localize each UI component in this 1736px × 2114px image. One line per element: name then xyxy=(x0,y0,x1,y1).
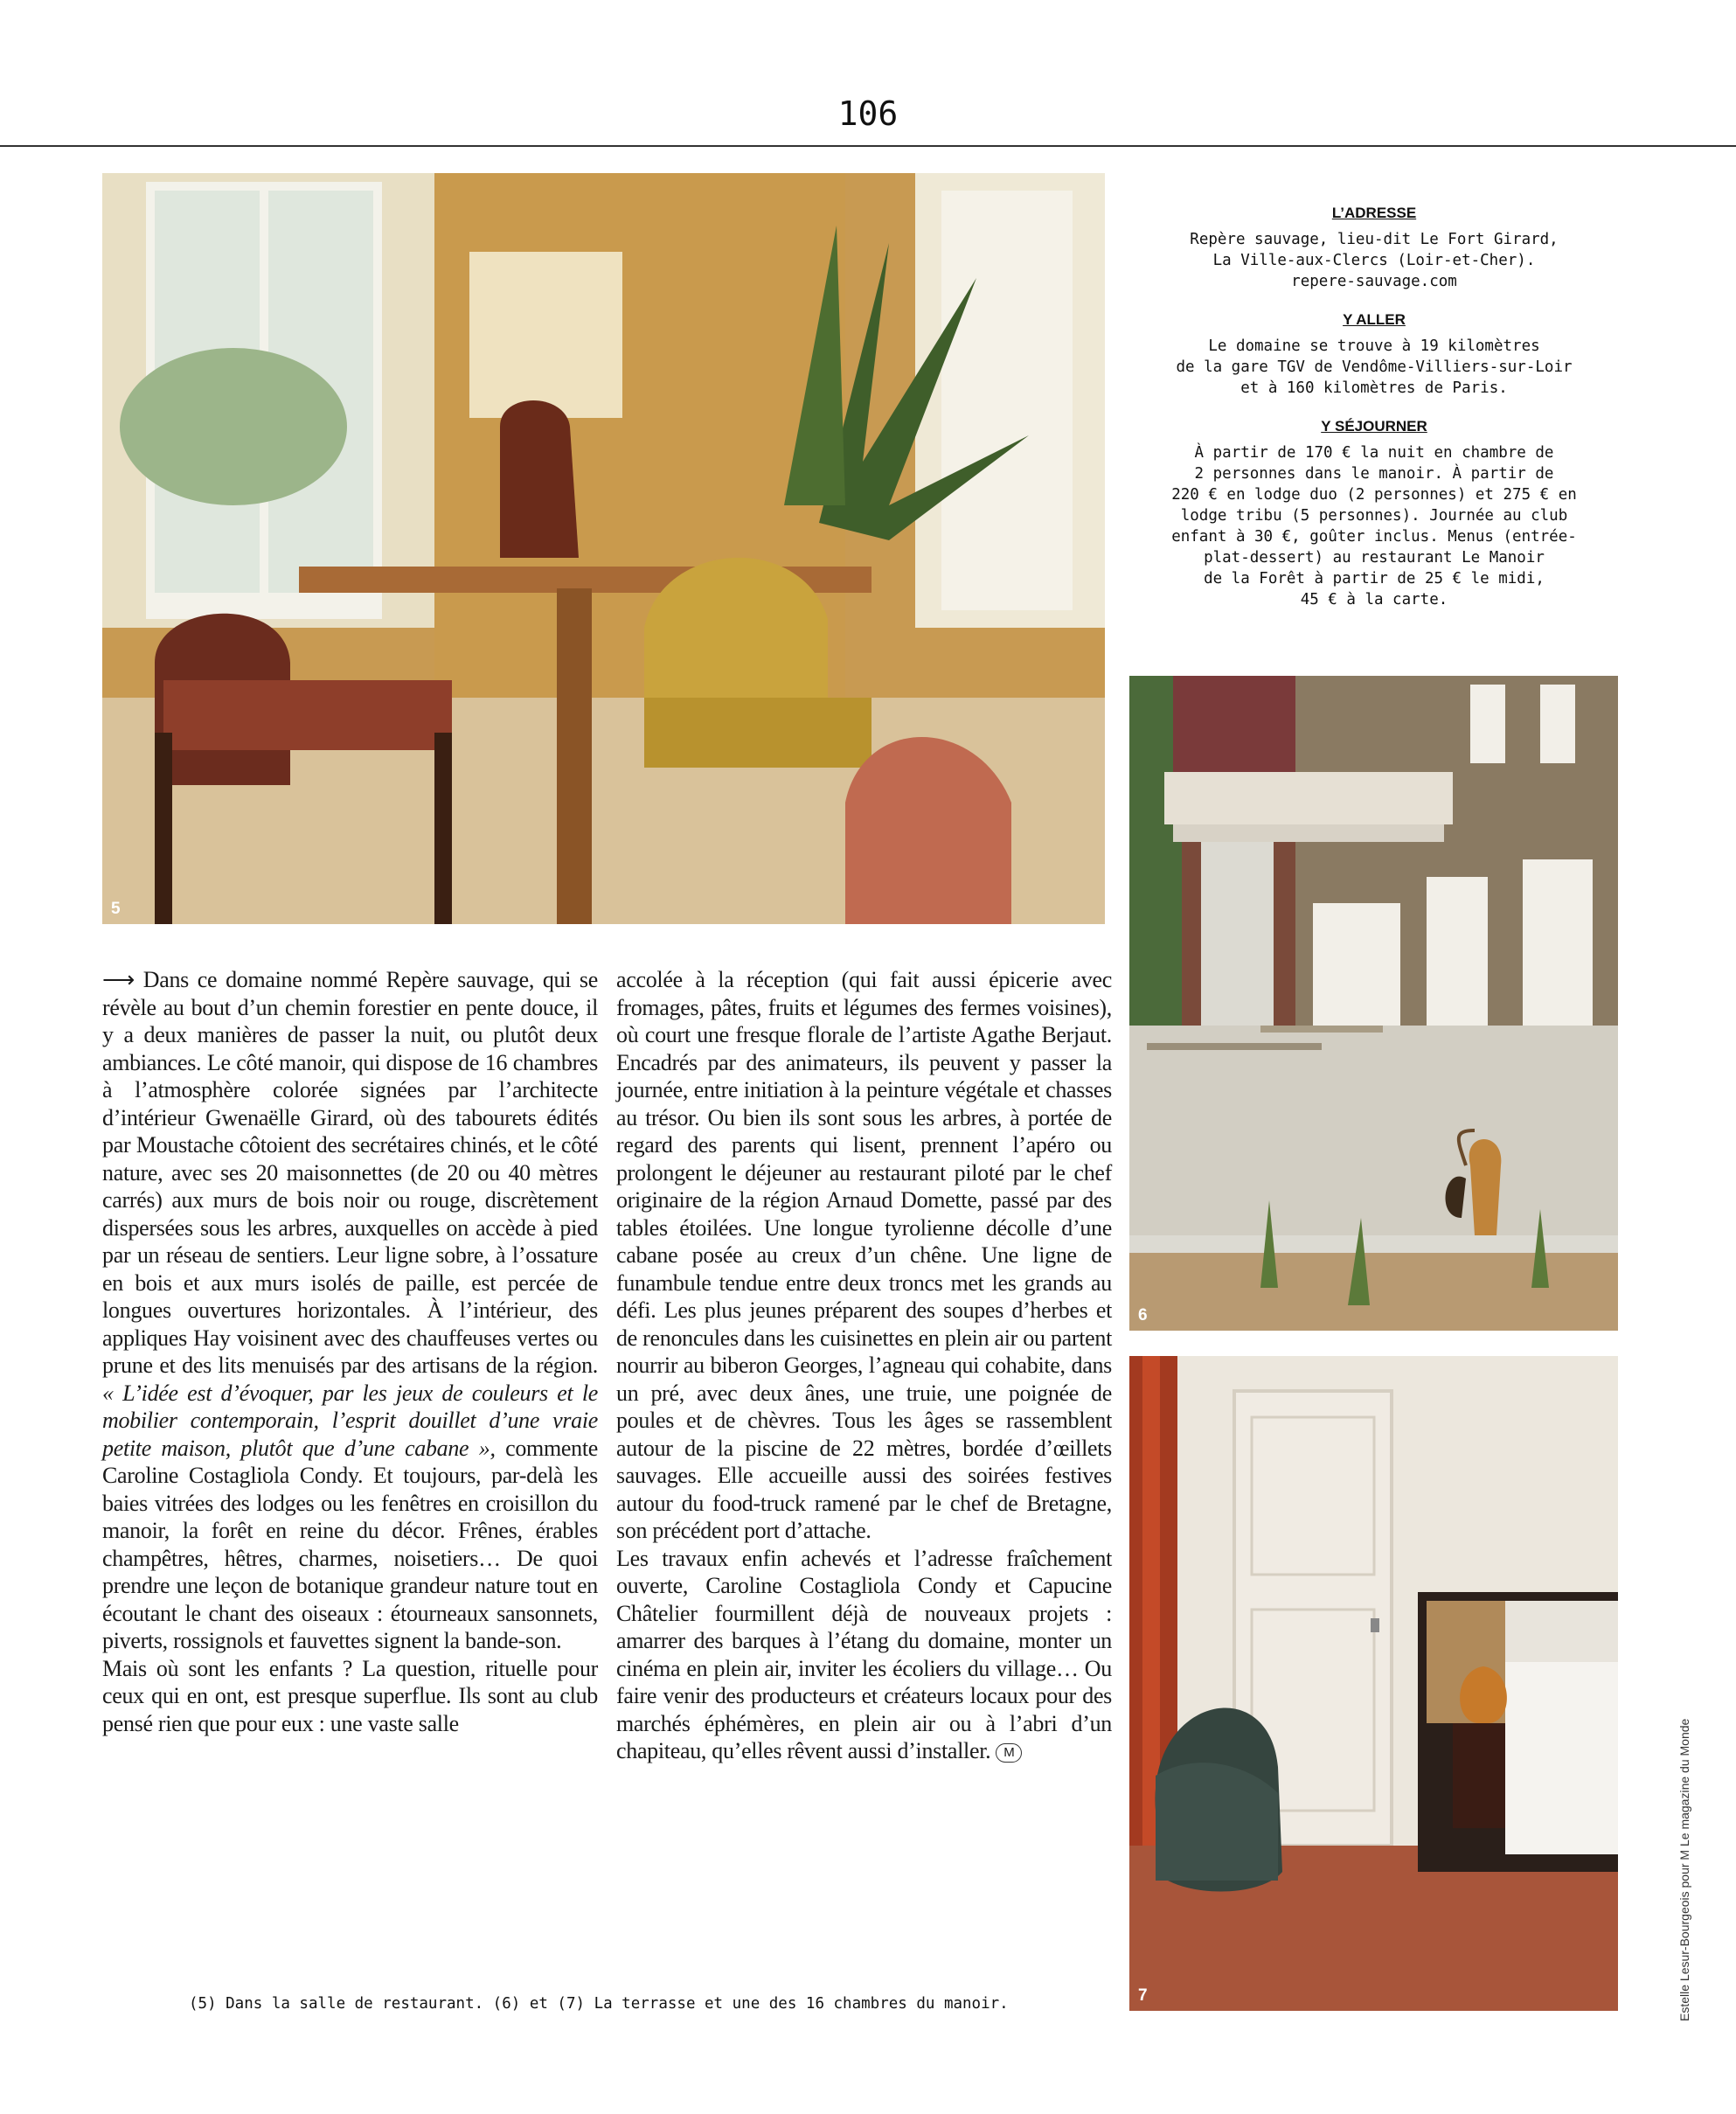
address-heading: L’ADRESSE xyxy=(1331,205,1417,221)
access-heading: Y ALLER xyxy=(1343,311,1406,328)
article-column-1 xyxy=(102,966,598,1737)
photo-number-5: 5 xyxy=(111,900,121,918)
article-paragraph xyxy=(616,1545,1112,1765)
photo-number-6: 6 xyxy=(1138,1306,1148,1325)
photo-bedroom xyxy=(1129,1356,1618,2011)
stay-heading: Y SÉJOURNER xyxy=(1321,418,1427,435)
header-rule xyxy=(0,145,1736,147)
bedroom-illustration xyxy=(1129,1356,1618,2011)
article-paragraph xyxy=(102,966,598,1655)
paragraph-text: ⟶ Dans ce domaine nommé Repère sauvage, qui se révèle au bout d’un chemin forestier en pente douce, il y a deux manières de passer la nuit, ou plutôt deux ambiances. Le côté manoir, qui dispose de 16 chambres à l’atmosphère colorée signées par l’architecte d’intérieur Gwenaëlle Girard, où des tabourets édités par Moustache côtoient des secrétaires chinés, et le côté nature, avec ses 20 maisonnettes (de 20 ou 40 mètres carrés) aux murs de bois noir ou rouge, discrètement dispersées sous les arbres, auxquelles on accède à pied par un réseau de sentiers. Leur ligne sobre, à l’ossature en bois et aux murs isolés de paille, est percée de longues ouvertures horizontales. À l’intérieur, des appliques Hay voisinent avec des chauffeuses vertes ou prune et des lits menuisés par des artisans de la région. xyxy=(102,967,598,1378)
photo-number-7: 7 xyxy=(1138,1986,1148,2005)
paragraph-text: Les travaux enfin achevés et l’adresse fraîchement ouverte, Caroline Costagliola Condy et Capucine Châtelier fourmillent déjà de nouveaux projets : amarrer des barques à l’étang du domaine, monter un cinéma en plein air, inviter les écoliers du village… Ou faire venir des producteurs et créateurs locaux pour des marchés éphémères, en plein air ou à l’abri d’un chapiteau, qu’elles rêvent aussi d’installer. xyxy=(616,1545,1112,1763)
terrace-illustration xyxy=(1129,676,1618,1331)
paragraph-text: commente Caroline Costagliola Condy. Et toujours, par-delà les baies vitrées des lodges ou les fenêtres en croisillon du manoir, la forêt en reine du décor. Frênes, érables champêtres, hêtres, charmes, noisetiers… De quoi prendre une leçon de botanique grandeur nature tout en écoutant le chant des oiseaux : étourneaux sansonnets, piverts, rossignols et fauvettes signent la bande-son. xyxy=(102,1435,598,1653)
practical-info-box xyxy=(1147,203,1601,628)
photo-restaurant-room xyxy=(102,173,1105,924)
photo-credit: Estelle Lesur-Bourgeois pour M Le magazine du Monde xyxy=(1677,1718,1691,2021)
end-mark-icon: M xyxy=(996,1743,1022,1763)
quote: « L’idée est d’évoquer, par les jeux de couleurs et le mobilier contemporain, l’esprit douillet d’une vraie petite maison, plutôt que d’une cabane », xyxy=(102,1380,598,1461)
access-text: Le domaine se trouve à 19 kilomètres de la gare TGV de Vendôme-Villiers-sur-Loir et à 160 kilomètres de Paris. xyxy=(1176,337,1573,397)
article-column-2 xyxy=(616,966,1112,1765)
page-number: 106 xyxy=(837,94,899,133)
photo-terrace xyxy=(1129,676,1618,1331)
photo-caption: (5) Dans la salle de restaurant. (6) et (7) La terrasse et une des 16 chambres du manoir. xyxy=(189,1995,1009,2013)
article-paragraph: accolée à la réception (qui fait aussi épicerie avec fromages, pâtes, fruits et légumes des fermes voisines), où court une fresque florale de l’artiste Agathe Berjaut. Encadrés par des animateurs, ils peuvent y passer la journée, entre initiation à la peinture végétale et chasses au trésor. Ou bien ils sont sous les arbres, à portée de regard des parents qui lisent, prennent l’apéro ou prolongent le déjeuner au restaurant piloté par le chef originaire de la région Arnaud Domette, passé par des tables étoilées. Une longue tyrolienne décolle d’une cabane posée au creux d’un chêne. Une ligne de funambule tendue entre deux troncs met les grands au défi. Les plus jeunes préparent des soupes d’herbes et de renoncules dans les cuisinettes en plein air ou partent nourrir au biberon Georges, l’agneau qui cohabite, dans un pré, avec deux ânes, une truie, une poignée de poules et de chèvres. Tous les âges se rassemblent autour de la piscine de 22 mètres, bordée d’œillets sauvages. Elle accueille aussi des soirées festives autour du food-truck ramené par le chef de Bretagne, son précédent port d’attache. xyxy=(616,967,1112,1543)
stay-text: À partir de 170 € la nuit en chambre de 2 personnes dans le manoir. À partir de 220 € en lodge duo (2 personnes) et 275 € en lodge tribu (5 personnes). Journée au club enfant à 30 €, goûter inclus. Menus (entrée- plat-dessert) au restaurant Le Manoir de la Forêt à partir de 25 € le midi, 45 € à la carte. xyxy=(1171,444,1577,608)
article-paragraph: Mais où sont les enfants ? La question, rituelle pour ceux qui en ont, est presque superflue. Ils sont au club pensé rien que pour eux : une vaste salle xyxy=(102,1655,598,1736)
restaurant-illustration xyxy=(102,173,1105,924)
address-text: Repère sauvage, lieu-dit Le Fort Girard, La Ville-aux-Clercs (Loir-et-Cher). repere-sauvage.com xyxy=(1190,231,1559,290)
